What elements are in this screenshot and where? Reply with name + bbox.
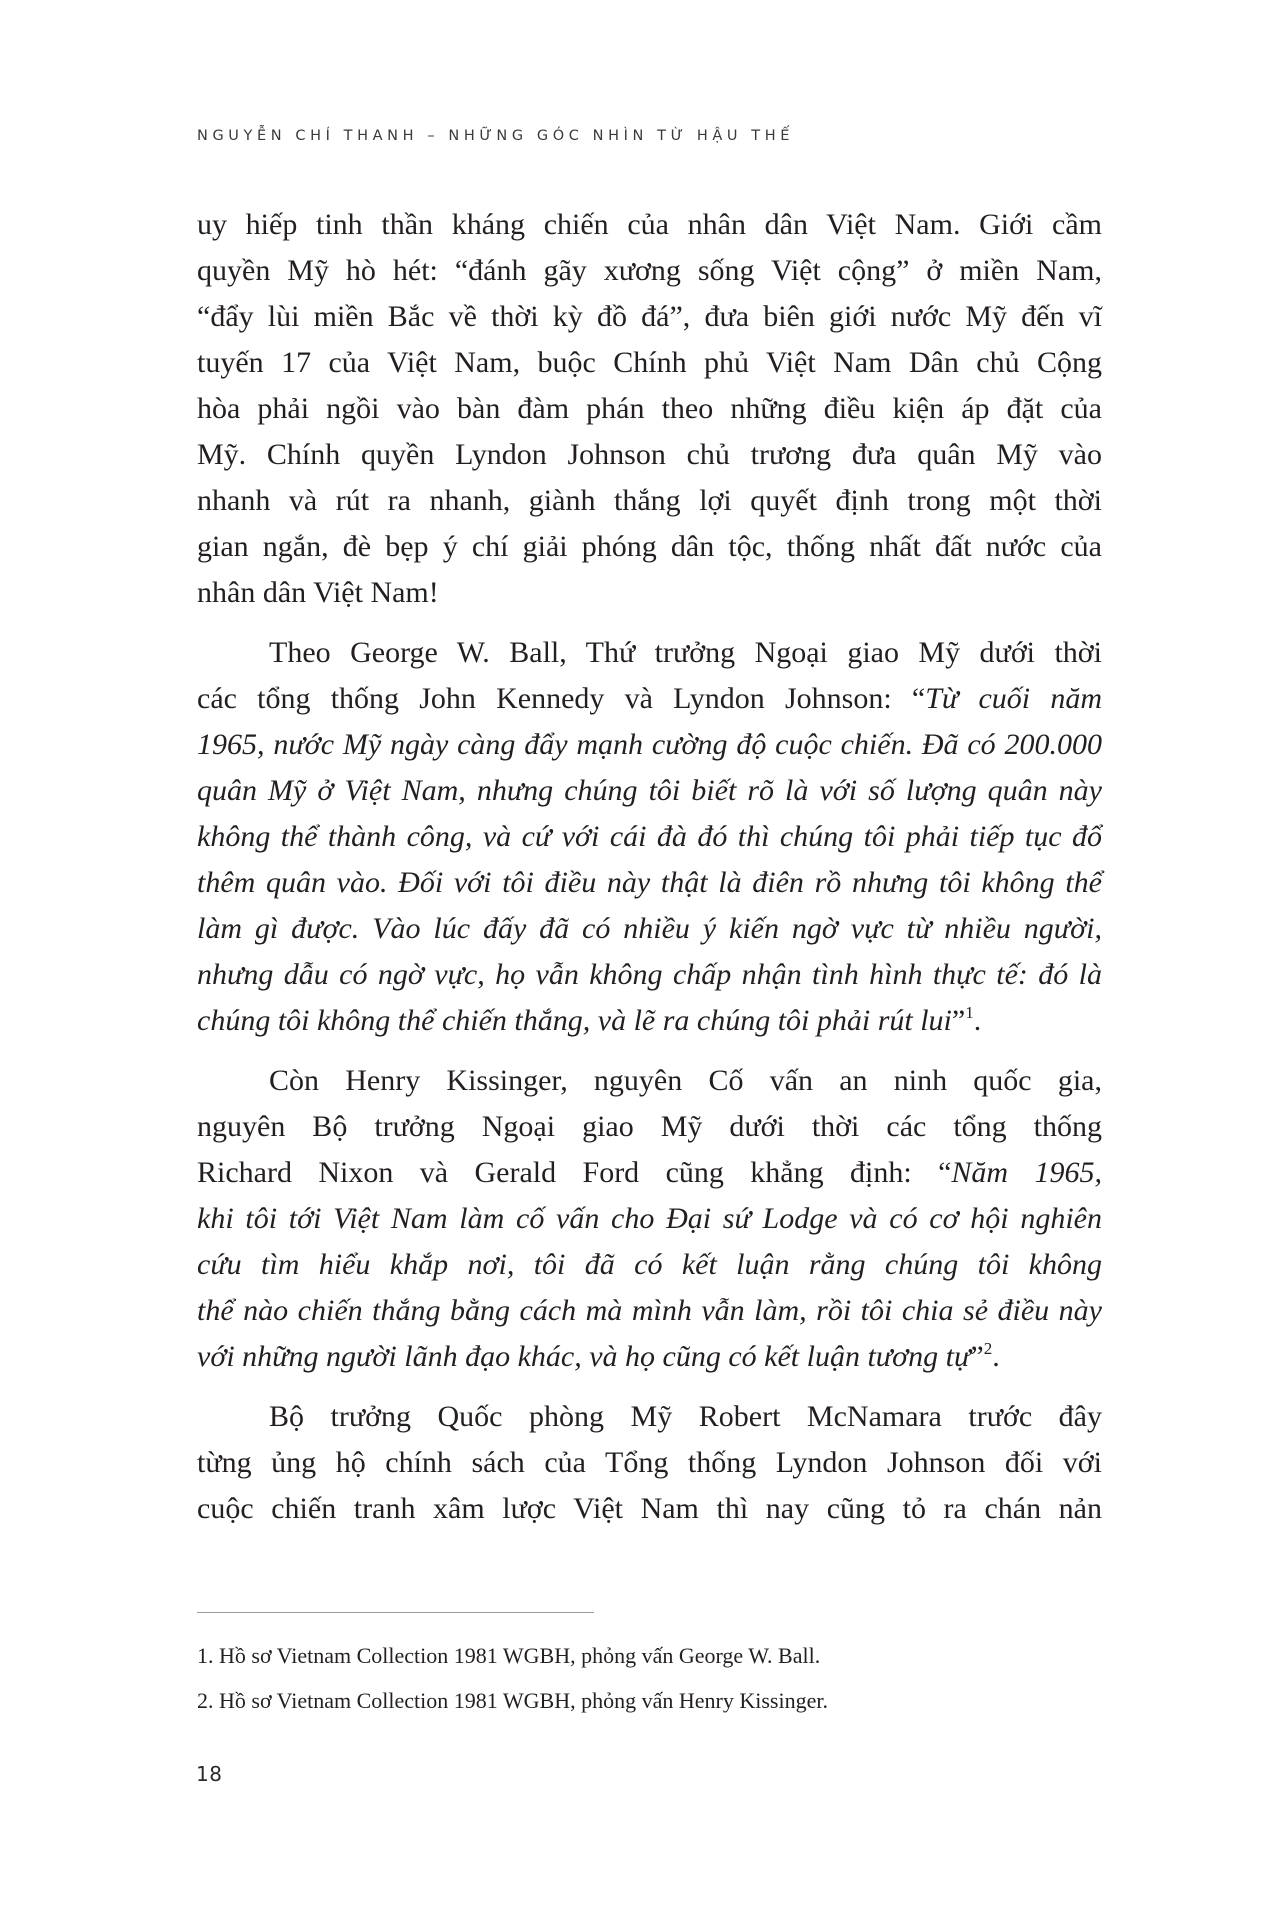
- text-line: [197, 1196, 1102, 1242]
- text-line: [197, 340, 1102, 386]
- text-line: [197, 1104, 1102, 1150]
- text-line: [197, 1486, 1102, 1532]
- text-line: [197, 814, 1102, 860]
- footnotes: [197, 1636, 1102, 1726]
- text-line: [197, 1242, 1102, 1288]
- quoted-italic-text: làm gì được. Vào lúc đấy đã có nhiều ý kiến ngờ vực từ nhiều người,: [197, 912, 1102, 945]
- text-line: [197, 1150, 1102, 1196]
- text-line: [197, 998, 1102, 1044]
- text-line: [197, 1334, 1102, 1380]
- text-line: [197, 952, 1102, 998]
- quoted-italic-text: chúng tôi không thể chiến thắng, và lẽ ra chúng tôi phải rút lui: [197, 1004, 952, 1037]
- text-line: [197, 1058, 1102, 1104]
- text-segment: hòa phải ngồi vào bàn đàm phán theo những điều kiện áp đặt của: [197, 392, 1102, 425]
- text-segment: cuộc chiến tranh xâm lược Việt Nam thì nay cũng tỏ ra chán nản: [197, 1492, 1102, 1525]
- page-number: 18: [196, 1762, 223, 1786]
- text-line: [197, 1394, 1102, 1440]
- text-segment: Theo George W. Ball, Thứ trưởng Ngoại giao Mỹ dưới thời: [269, 636, 1102, 669]
- paragraph: [197, 202, 1102, 616]
- footnote-reference: 1: [965, 1003, 974, 1022]
- paragraph: [197, 630, 1102, 1044]
- text-line: [197, 1288, 1102, 1334]
- text-segment: nguyên Bộ trưởng Ngoại giao Mỹ dưới thời các tổng thống: [197, 1110, 1102, 1143]
- quoted-italic-text: Từ cuối năm: [925, 682, 1102, 715]
- text-segment: Bộ trưởng Quốc phòng Mỹ Robert McNamara trước đây: [269, 1400, 1102, 1433]
- quoted-italic-text: Năm 1965,: [951, 1156, 1102, 1189]
- text-segment: từng ủng hộ chính sách của Tổng thống Lyndon Johnson đối với: [197, 1446, 1102, 1479]
- text-segment: nhân dân Việt Nam!: [197, 576, 439, 609]
- text-segment: .: [992, 1340, 1000, 1373]
- footnote-1: 1. Hồ sơ Vietnam Collection 1981 WGBH, phỏng vấn George W. Ball.: [197, 1643, 821, 1668]
- text-segment: Richard Nixon và Gerald Ford cũng khẳng định: “: [197, 1156, 952, 1189]
- quoted-italic-text: nhưng dẫu có ngờ vực, họ vẫn không chấp nhận tình hình thực tế: đó là: [197, 958, 1102, 991]
- text-segment: uy hiếp tinh thần kháng chiến của nhân dân Việt Nam. Giới cầm: [197, 208, 1102, 241]
- text-segment: “đẩy lùi miền Bắc về thời kỳ đồ đá”, đưa biên giới nước Mỹ đến vĩ: [197, 300, 1102, 333]
- text-line: [197, 676, 1102, 722]
- quoted-italic-text: thể nào chiến thắng bằng cách mà mình vẫn làm, rồi tôi chia sẻ điều này: [197, 1294, 1102, 1327]
- text-line: [197, 248, 1102, 294]
- text-segment: ”: [951, 1004, 966, 1037]
- text-line: [197, 630, 1102, 676]
- text-segment: quyền Mỹ hò hét: “đánh gãy xương sống Việt cộng” ở miền Nam,: [197, 254, 1102, 287]
- quoted-italic-text: cứu tìm hiểu khắp nơi, tôi đã có kết luận rằng chúng tôi không: [197, 1248, 1102, 1281]
- paragraph: [197, 1394, 1102, 1532]
- text-line: [197, 1440, 1102, 1486]
- paragraph: [197, 1058, 1102, 1380]
- text-line: [197, 478, 1102, 524]
- footnote-reference: 2: [983, 1339, 993, 1358]
- quoted-italic-text: không thể thành công, và cứ với cái đà đó thì chúng tôi phải tiếp tục đổ: [197, 820, 1102, 853]
- running-head: NGUYỄN CHÍ THANH – NHỮNG GÓC NHÌN TỪ HẬU THẾ: [197, 128, 795, 144]
- text-segment: .: [973, 1004, 982, 1037]
- text-line: [197, 860, 1102, 906]
- text-segment: ”: [970, 1340, 984, 1373]
- text-line: [197, 202, 1102, 248]
- text-line: [197, 386, 1102, 432]
- text-line: [197, 294, 1102, 340]
- text-line: [197, 906, 1102, 952]
- text-line: [197, 722, 1102, 768]
- body-text: [197, 202, 1102, 1546]
- quoted-italic-text: thêm quân vào. Đối với tôi điều này thật là điên rồ nhưng tôi không thể: [197, 866, 1102, 899]
- text-line: [197, 432, 1102, 478]
- quoted-italic-text: khi tôi tới Việt Nam làm cố vấn cho Đại sứ Lodge và có cơ hội nghiên: [197, 1202, 1102, 1235]
- text-segment: Mỹ. Chính quyền Lyndon Johnson chủ trương đưa quân Mỹ vào: [197, 438, 1102, 471]
- quoted-italic-text: 1965, nước Mỹ ngày càng đẩy mạnh cường độ cuộc chiến. Đã có 200.000: [197, 728, 1102, 761]
- text-segment: nhanh và rút ra nhanh, giành thắng lợi quyết định trong một thời: [197, 484, 1102, 517]
- text-segment: các tổng thống John Kennedy và Lyndon Johnson: “: [197, 682, 926, 715]
- text-line: [197, 570, 1102, 616]
- footnote-2: 2. Hồ sơ Vietnam Collection 1981 WGBH, phỏng vấn Henry Kissinger.: [197, 1688, 828, 1713]
- quoted-italic-text: với những người lãnh đạo khác, và họ cũng có kết luận tương tự: [197, 1340, 971, 1373]
- text-segment: tuyến 17 của Việt Nam, buộc Chính phủ Việt Nam Dân chủ Cộng: [197, 346, 1102, 379]
- text-segment: Còn Henry Kissinger, nguyên Cố vấn an ninh quốc gia,: [269, 1064, 1102, 1097]
- text-segment: gian ngắn, đè bẹp ý chí giải phóng dân tộc, thống nhất đất nước của: [197, 530, 1102, 563]
- text-line: [197, 524, 1102, 570]
- text-line: [197, 768, 1102, 814]
- footnote-divider: [197, 1612, 594, 1613]
- quoted-italic-text: quân Mỹ ở Việt Nam, nhưng chúng tôi biết rõ là với số lượng quân này: [197, 774, 1102, 807]
